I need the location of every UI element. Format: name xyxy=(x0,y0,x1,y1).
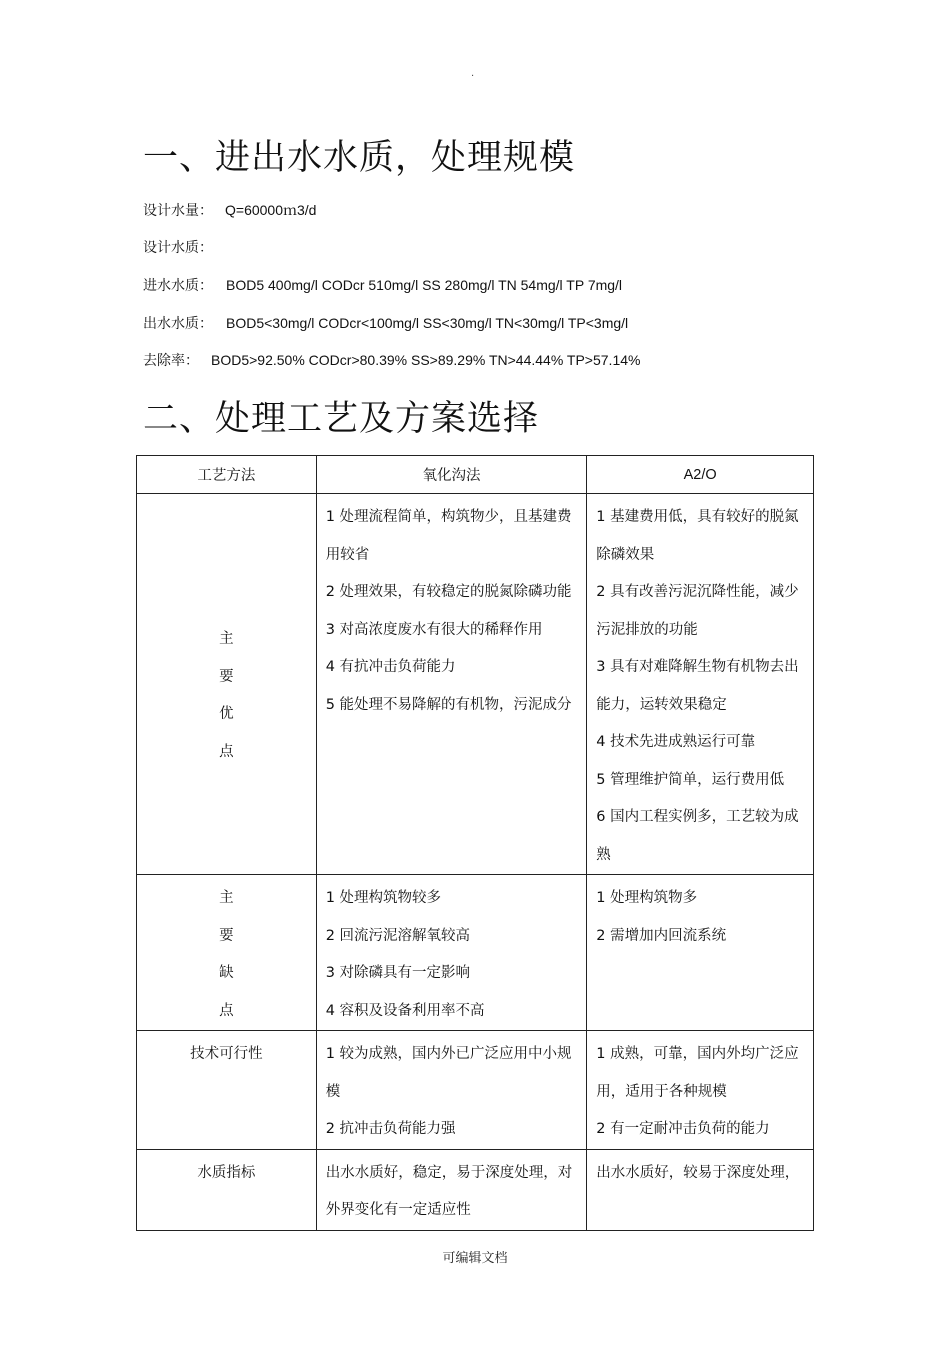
list-item: 2 具有改善污泥沉降性能，减少污泥排放的功能 xyxy=(596,584,799,638)
table-row-feasibility xyxy=(137,1031,814,1150)
list-item: 1 处理构筑物多 xyxy=(596,890,698,906)
inflow-quality-value: BOD5 400mg/l CODcr 510mg/l SS 280mg/l TN 54mg/l TP 7mg/l xyxy=(226,277,623,293)
inflow-quality-line xyxy=(143,275,622,296)
feasibility-a2o xyxy=(587,1031,814,1150)
removal-rate-line xyxy=(143,350,640,371)
footer-note: 可编辑文档 xyxy=(442,1251,508,1266)
inflow-quality-label: 进水水质： xyxy=(143,278,213,294)
list-item: 1 基建费用低，具有较好的脱氮除磷效果 xyxy=(596,509,799,563)
row-label-char: 主 xyxy=(219,890,234,906)
process-comparison-table xyxy=(136,455,814,1231)
row-label-char: 要 xyxy=(219,668,234,685)
list-item: 2 抗冲击负荷能力强 xyxy=(325,1121,456,1137)
list-item: 出水水质好，较易于深度处理， xyxy=(596,1164,800,1181)
list-item: 2 回流污泥溶解氧较高 xyxy=(325,927,471,944)
row-label-water-quality: 水质指标 xyxy=(137,1149,317,1230)
table-row-disadvantages xyxy=(137,875,814,1031)
row-label-feasibility: 技术可行性 xyxy=(137,1031,317,1150)
advantages-a2o xyxy=(587,494,814,875)
list-item: 1 处理构筑物较多 xyxy=(325,890,442,906)
list-item: 5 能处理不易降解的有机物，污泥成分 xyxy=(325,696,572,713)
design-flow-line xyxy=(143,200,316,221)
header-oxidation-ditch: 氧化沟法 xyxy=(316,456,587,494)
row-label-disadvantages xyxy=(137,875,317,1031)
header-process-method: 工艺方法 xyxy=(137,456,317,494)
list-item: 2 处理效果，有较稳定的脱氮除磷功能 xyxy=(325,584,572,600)
list-item: 2 需增加内回流系统 xyxy=(596,927,727,944)
list-item: 3 对高浓度废水有很大的稀释作用 xyxy=(325,621,543,638)
header-a2o: A2/O xyxy=(587,456,814,494)
removal-rate-label: 去除率： xyxy=(143,353,199,369)
row-label-advantages xyxy=(137,494,317,875)
row-label-char: 主 xyxy=(219,631,234,647)
list-item: 2 有一定耐冲击负荷的能力 xyxy=(596,1121,770,1137)
list-item: 1 处理流程简单，构筑物少，且基建费用较省 xyxy=(325,509,572,563)
list-item: 5 管理维护简单，运行费用低 xyxy=(596,771,785,788)
table-row-water-quality xyxy=(137,1149,814,1230)
outflow-quality-label: 出水水质： xyxy=(143,316,213,332)
outflow-quality-line xyxy=(143,313,628,334)
list-item: 4 容积及设备利用率不高 xyxy=(325,1002,485,1019)
list-item: 出水水质好，稳定，易于深度处理，对外界变化有一定适应性 xyxy=(325,1164,573,1218)
table-header-row xyxy=(137,456,814,494)
design-flow-value: Q=60000ｍ3/d xyxy=(225,202,317,218)
advantages-oxidation-ditch xyxy=(316,494,587,875)
row-label-char: 缺 xyxy=(219,965,234,981)
top-marker: . xyxy=(471,68,475,79)
list-item: 1 较为成熟，国内外已广泛应用中小规模 xyxy=(325,1046,572,1100)
row-label-char: 优 xyxy=(219,706,234,722)
list-item: 1 成熟，可靠，国内外均广泛应用，适用于各种规模 xyxy=(596,1046,799,1100)
design-quality-line xyxy=(143,238,213,258)
outflow-quality-value: BOD5<30mg/l CODcr<100mg/l SS<30mg/l TN<30mg/l TP<3mg/l xyxy=(226,315,629,331)
design-flow-label: 设计水量： xyxy=(143,203,213,219)
list-item: 3 具有对难降解生物有机物去出能力，运转效果稳定 xyxy=(596,659,799,713)
water-quality-a2o xyxy=(587,1149,814,1230)
section2-heading: 二、处理工艺及方案选择 xyxy=(143,399,540,439)
disadvantages-a2o xyxy=(587,875,814,1031)
disadvantages-oxidation-ditch xyxy=(316,875,587,1031)
row-label-char: 点 xyxy=(219,1002,234,1019)
removal-rate-value: BOD5>92.50% CODcr>80.39% SS>89.29% TN>44.44% TP>57.14% xyxy=(211,352,641,368)
list-item: 3 对除磷具有一定影响 xyxy=(325,965,471,981)
table-row-advantages xyxy=(137,494,814,875)
section1-heading: 一、进出水水质，处理规模 xyxy=(143,138,576,178)
feasibility-oxidation-ditch xyxy=(316,1031,587,1150)
list-item: 4 有抗冲击负荷能力 xyxy=(325,659,456,675)
list-item: 4 技术先进成熟运行可靠 xyxy=(596,734,756,750)
row-label-char: 点 xyxy=(219,743,234,760)
design-quality-label: 设计水质： xyxy=(143,240,213,256)
list-item: 6 国内工程实例多，工艺较为成熟 xyxy=(596,809,799,863)
row-label-char: 要 xyxy=(219,927,234,944)
water-quality-oxidation-ditch xyxy=(316,1149,587,1230)
